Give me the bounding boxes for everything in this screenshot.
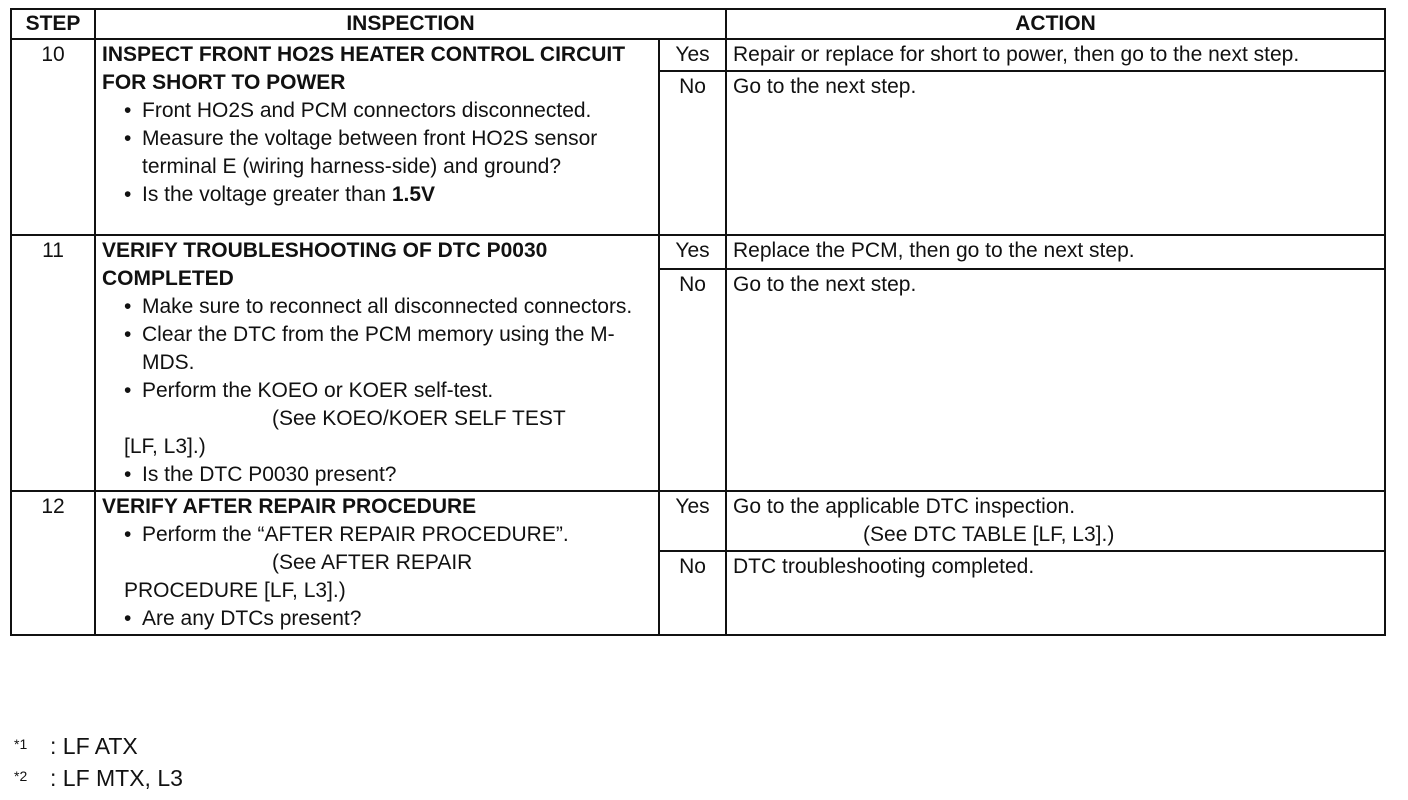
step-number: 10 <box>11 39 95 235</box>
yes-label: Yes <box>659 39 726 71</box>
footnote <box>14 762 183 794</box>
voltage-value: 1.5V <box>391 183 436 206</box>
yes-label: Yes <box>659 235 726 269</box>
inspection-cell <box>95 235 659 491</box>
bullet-item: • Are any DTCs present? <box>124 605 652 633</box>
inspection-bullets <box>102 521 652 633</box>
bullet-item <box>124 181 652 209</box>
reference-link-cont: [LF, L3].) <box>124 435 206 458</box>
footnote-mark: *1 <box>14 736 28 752</box>
bullet-item <box>124 377 652 461</box>
table-row <box>11 235 1385 269</box>
inspection-bullets <box>102 293 652 489</box>
footnote <box>14 730 183 762</box>
table-header-row <box>11 9 1385 39</box>
no-label: No <box>659 551 726 635</box>
bullet-text: Is the voltage greater than <box>142 183 392 206</box>
footnotes <box>14 730 183 794</box>
bullet-text: Perform the “AFTER REPAIR PROCEDURE”. <box>142 523 569 546</box>
yes-action: Replace the PCM, then go to the next step. <box>726 235 1385 269</box>
reference-link-cont: PROCEDURE [LF, L3].) <box>124 579 346 602</box>
reference-link: (See AFTER REPAIR <box>272 551 473 574</box>
yes-action-cell <box>726 491 1385 551</box>
footnote-mark: *2 <box>14 768 28 784</box>
bullet-item: • Clear the DTC from the PCM memory using the M-MDS. <box>124 321 652 377</box>
header-step: STEP <box>11 9 95 39</box>
inspection-cell <box>95 39 659 235</box>
reference-link: (See KOEO/KOER SELF TEST <box>272 407 566 430</box>
step-number: 11 <box>11 235 95 491</box>
inspection-bullets <box>102 97 652 209</box>
inspection-heading: VERIFY AFTER REPAIR PROCEDURE <box>102 495 477 518</box>
no-label: No <box>659 71 726 235</box>
no-action: DTC troubleshooting completed. <box>726 551 1385 635</box>
bullet-text: Perform the KOEO or KOER self-test. <box>142 379 494 402</box>
footnote-text: : LF MTX, L3 <box>50 765 183 791</box>
inspection-cell <box>95 491 659 635</box>
footnote-text: : LF ATX <box>50 733 138 759</box>
yes-action: Repair or replace for short to power, then go to the next step. <box>726 39 1385 71</box>
procedure-table <box>10 8 1386 636</box>
yes-label: Yes <box>659 491 726 551</box>
no-label: No <box>659 269 726 491</box>
reference-link: (See DTC TABLE [LF, L3].) <box>863 523 1115 546</box>
header-action: ACTION <box>726 9 1385 39</box>
no-action: Go to the next step. <box>726 269 1385 491</box>
bullet-item: • Is the DTC P0030 present? <box>124 461 652 489</box>
bullet-item: • Measure the voltage between front HO2S sensor terminal E (wiring harness-side) and ground? <box>124 125 652 181</box>
step-number: 12 <box>11 491 95 635</box>
table-row <box>11 39 1385 71</box>
yes-action: Go to the applicable DTC inspection. <box>733 495 1076 518</box>
inspection-heading: VERIFY TROUBLESHOOTING OF DTC P0030 COMPLETED <box>102 239 548 290</box>
header-inspection: INSPECTION <box>95 9 726 39</box>
bullet-item <box>124 521 652 605</box>
bullet-item: • Front HO2S and PCM connectors disconnected. <box>124 97 652 125</box>
table-row <box>11 491 1385 551</box>
inspection-heading: INSPECT FRONT HO2S HEATER CONTROL CIRCUIT FOR SHORT TO POWER <box>102 43 626 94</box>
no-action: Go to the next step. <box>726 71 1385 235</box>
bullet-item: • Make sure to reconnect all disconnected connectors. <box>124 293 652 321</box>
